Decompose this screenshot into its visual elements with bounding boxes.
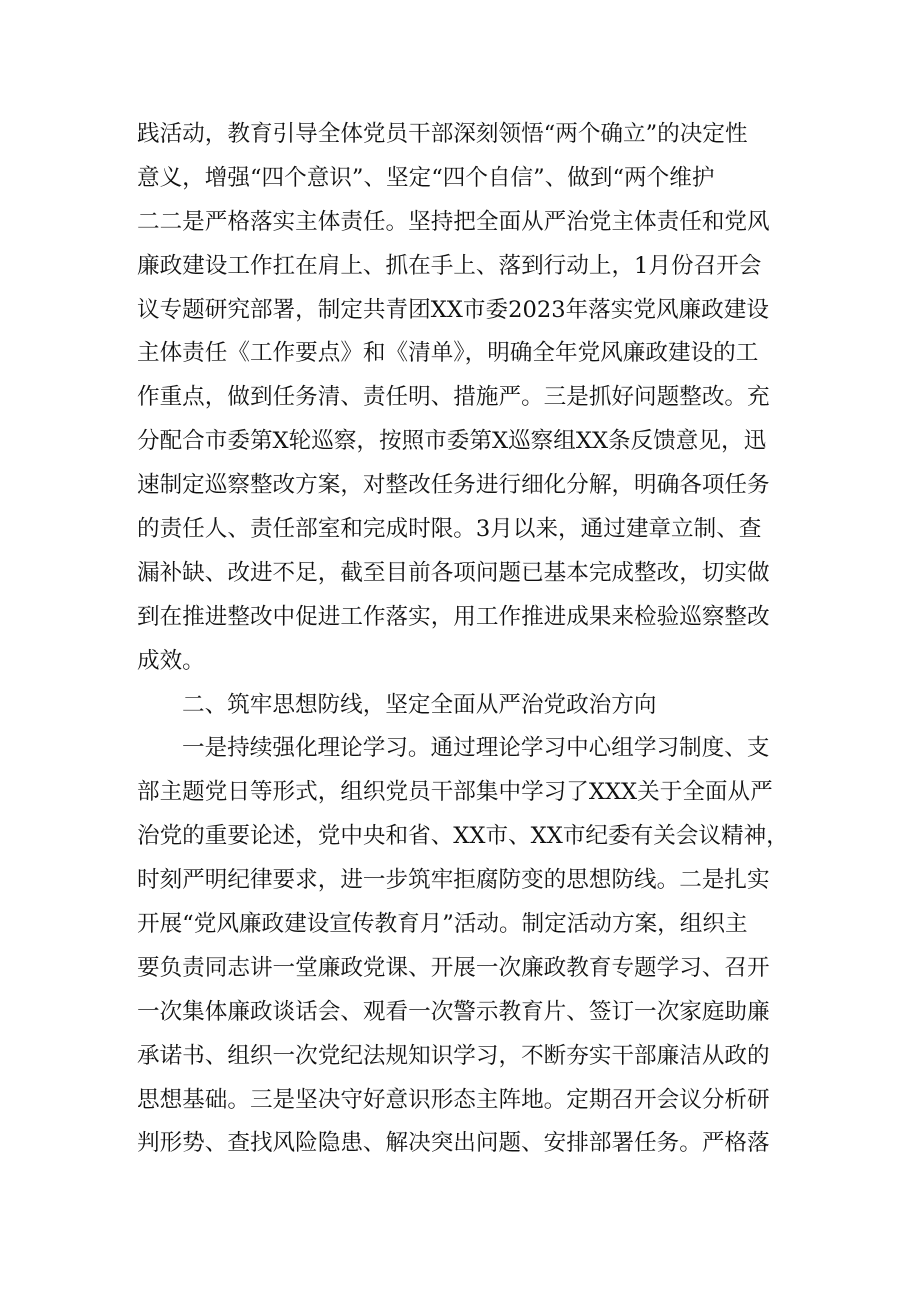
paragraph-line: 主体责任《工作要点》和《清单》，明确全年党风廉政建设的工 [137,340,759,367]
paragraph-line: 要负责同志讲一堂廉政党课、开展一次廉政教育专题学习、召开 [137,954,770,981]
paragraph-line: 的责任人、责任部室和完成时限。3月以来，通过建章立制、查 [137,516,762,543]
paragraph-line: 作重点，做到任务清、责任明、措施严。三是抓好问题整改。充 [137,384,770,411]
paragraph-line: 漏补缺、改进不足，截至目前各项问题已基本完成整改，切实做 [137,559,770,586]
paragraph-line: 治党的重要论述，党中央和省、XX市、XX市纪委有关会议精神， [137,823,789,850]
paragraph-line: 时刻严明纪律要求，进一步筑牢拒腐防变的思想防线。二是扎实 [137,867,770,894]
paragraph-line-indented: 二、筑牢思想防线，坚定全面从严治党政治方向 [182,691,657,718]
body-text [137,113,797,1166]
paragraph-line: 议专题研究部署，制定共青团XX市委2023年落实党风廉政建设 [137,296,769,323]
paragraph-line-indented: 一是持续强化理论学习。通过理论学习中心组学习制度、支 [182,735,770,762]
paragraph-line: 一次集体廉政谈话会、观看一次警示教育片、签订一次家庭助廉 [137,998,770,1025]
paragraph-line: 承诺书、组织一次党纪法规知识学习，不断夯实干部廉洁从政的 [137,1042,770,1069]
paragraph-line: 到在推进整改中促进工作落实，用工作推进成果来检验巡察整改 [137,603,770,630]
paragraph-line: 践活动，教育引导全体党员干部深刻领悟“两个确立”的决定性 [137,121,748,147]
paragraph-line: 分配合市委第X轮巡察，按照市委第X巡察组XX条反馈意见，迅 [137,428,767,455]
paragraph-line: 开展“党风廉政建设宣传教育月”活动。制定活动方案，组织主 [137,911,748,938]
paragraph-line: 思想基础。三是坚决守好意识形态主阵地。定期召开会议分析研 [137,1086,770,1113]
paragraph-line: 判形势、查找风险隐患、解决突出问题、安排部署任务。严格落 [137,1130,770,1157]
paragraph-line: 二二是严格落实主体责任。坚持把全面从严治党主体责任和党风 [137,208,770,235]
paragraph-line: 意义，增强“四个意识”、坚定“四个自信”、做到“两个维护 [137,164,715,191]
paragraph-line: 部主题党日等形式，组织党员干部集中学习了XXX关于全面从严 [137,779,773,806]
paragraph-line: 速制定巡察整改方案，对整改任务进行细化分解，明确各项任务 [137,472,770,499]
paragraph-line: 廉政建设工作扛在肩上、抓在手上、落到行动上，1月份召开会 [137,252,762,279]
paragraph-line: 成效。 [137,647,205,674]
